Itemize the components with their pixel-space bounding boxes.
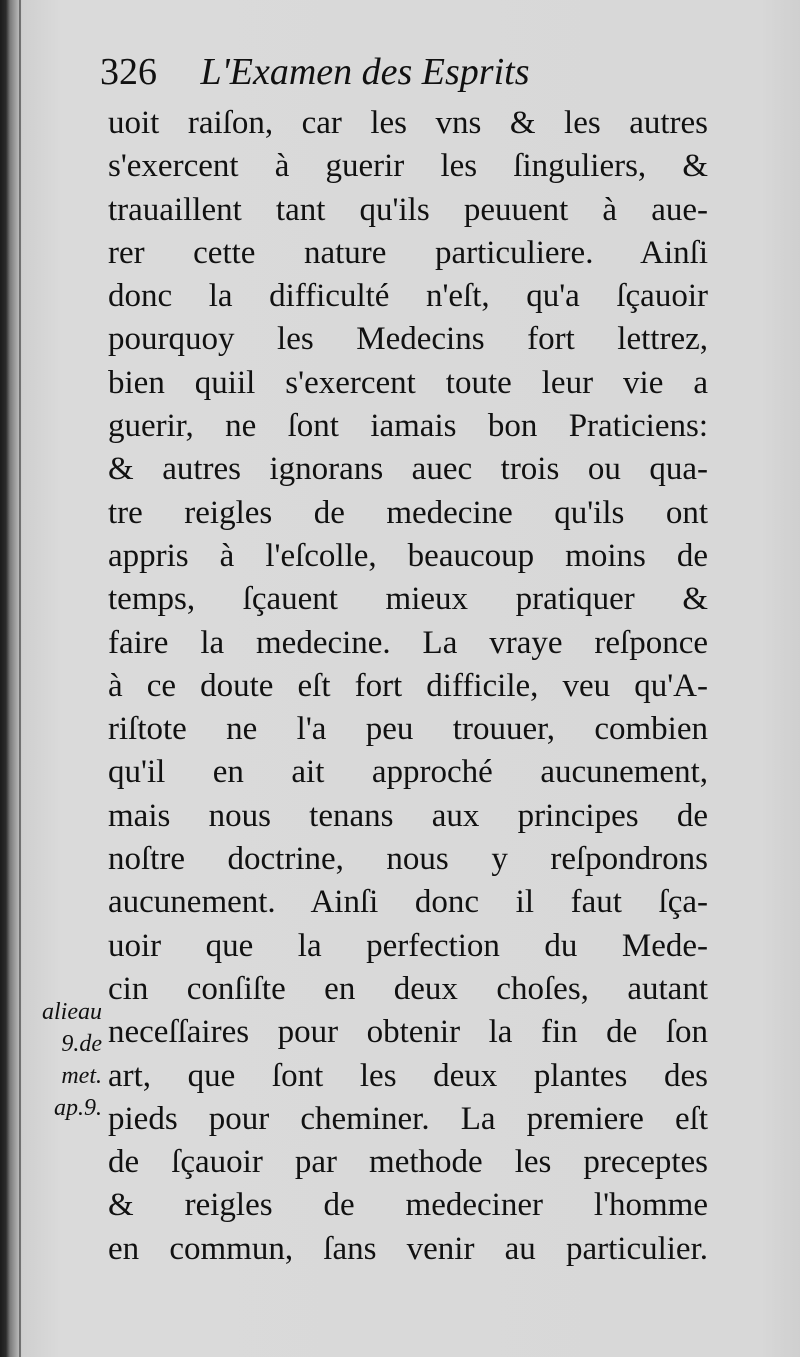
text-line: riſtote ne l'a peu trouuer, combien	[108, 711, 708, 748]
text-line: en commun, ſans venir au particulier.	[108, 1230, 708, 1267]
text-line: aucunement. Ainſi donc il faut ſça-	[108, 884, 708, 921]
text-line: uoit raiſon, car les vns & les autres	[108, 105, 708, 141]
text-line: faire la medecine. La vraye reſponce	[108, 624, 708, 661]
text-line: qu'il en ait approché aucunement,	[108, 754, 708, 791]
margin-note: ap.9.	[54, 1095, 102, 1121]
text-line: art, que ſont les deux plantes des	[108, 1057, 708, 1094]
running-title: L'Examen des Esprits	[200, 51, 530, 93]
margin-note: met.	[61, 1063, 102, 1089]
text-line: guerir, ne ſont iamais bon Praticiens:	[108, 408, 708, 445]
text-line: à ce doute eſt fort difficile, veu qu'A-	[108, 667, 708, 704]
text-line: noſtre doctrine, nous y reſpondrons	[108, 841, 708, 878]
page-number: 326	[100, 51, 157, 93]
text-line: temps, ſçauent mieux pratiquer &	[108, 581, 708, 618]
text-line: uoir que la perfection du Mede-	[108, 927, 708, 964]
text-line: trauaillent tant qu'ils peuuent à aue-	[108, 191, 708, 228]
text-line: rer cette nature particuliere. Ainſi	[108, 234, 708, 271]
running-head	[100, 44, 720, 100]
text-line: & reigles de medeciner l'homme	[108, 1187, 708, 1224]
text-line: appris à l'eſcolle, beaucoup moins de	[108, 537, 708, 574]
text-line: mais nous tenans aux principes de	[108, 797, 708, 834]
text-line: tre reigles de medecine qu'ils ont	[108, 494, 708, 531]
text-line: & autres ignorans auec trois ou qua-	[108, 451, 708, 488]
text-line: bien quiil s'exercent toute leur vie a	[108, 364, 708, 401]
text-line: pieds pour cheminer. La premiere eſt	[108, 1100, 708, 1137]
text-line: cin conſiſte en deux choſes, autant	[108, 970, 708, 1007]
text-line: donc la difficulté n'eſt, qu'a ſçauoir	[108, 278, 708, 315]
body-text	[108, 102, 708, 1271]
text-line: pourquoy les Medecins fort lettrez,	[108, 321, 708, 358]
margin-note: 9.de	[61, 1031, 102, 1057]
binding-gutter	[19, 0, 21, 1357]
margin-notes	[22, 996, 102, 1124]
text-line: de ſçauoir par methode les preceptes	[108, 1144, 708, 1181]
text-line: neceſſaires pour obtenir la fin de ſon	[108, 1014, 708, 1051]
text-line: s'exercent à guerir les ſinguliers, &	[108, 148, 708, 185]
margin-note: alieau	[42, 999, 102, 1025]
